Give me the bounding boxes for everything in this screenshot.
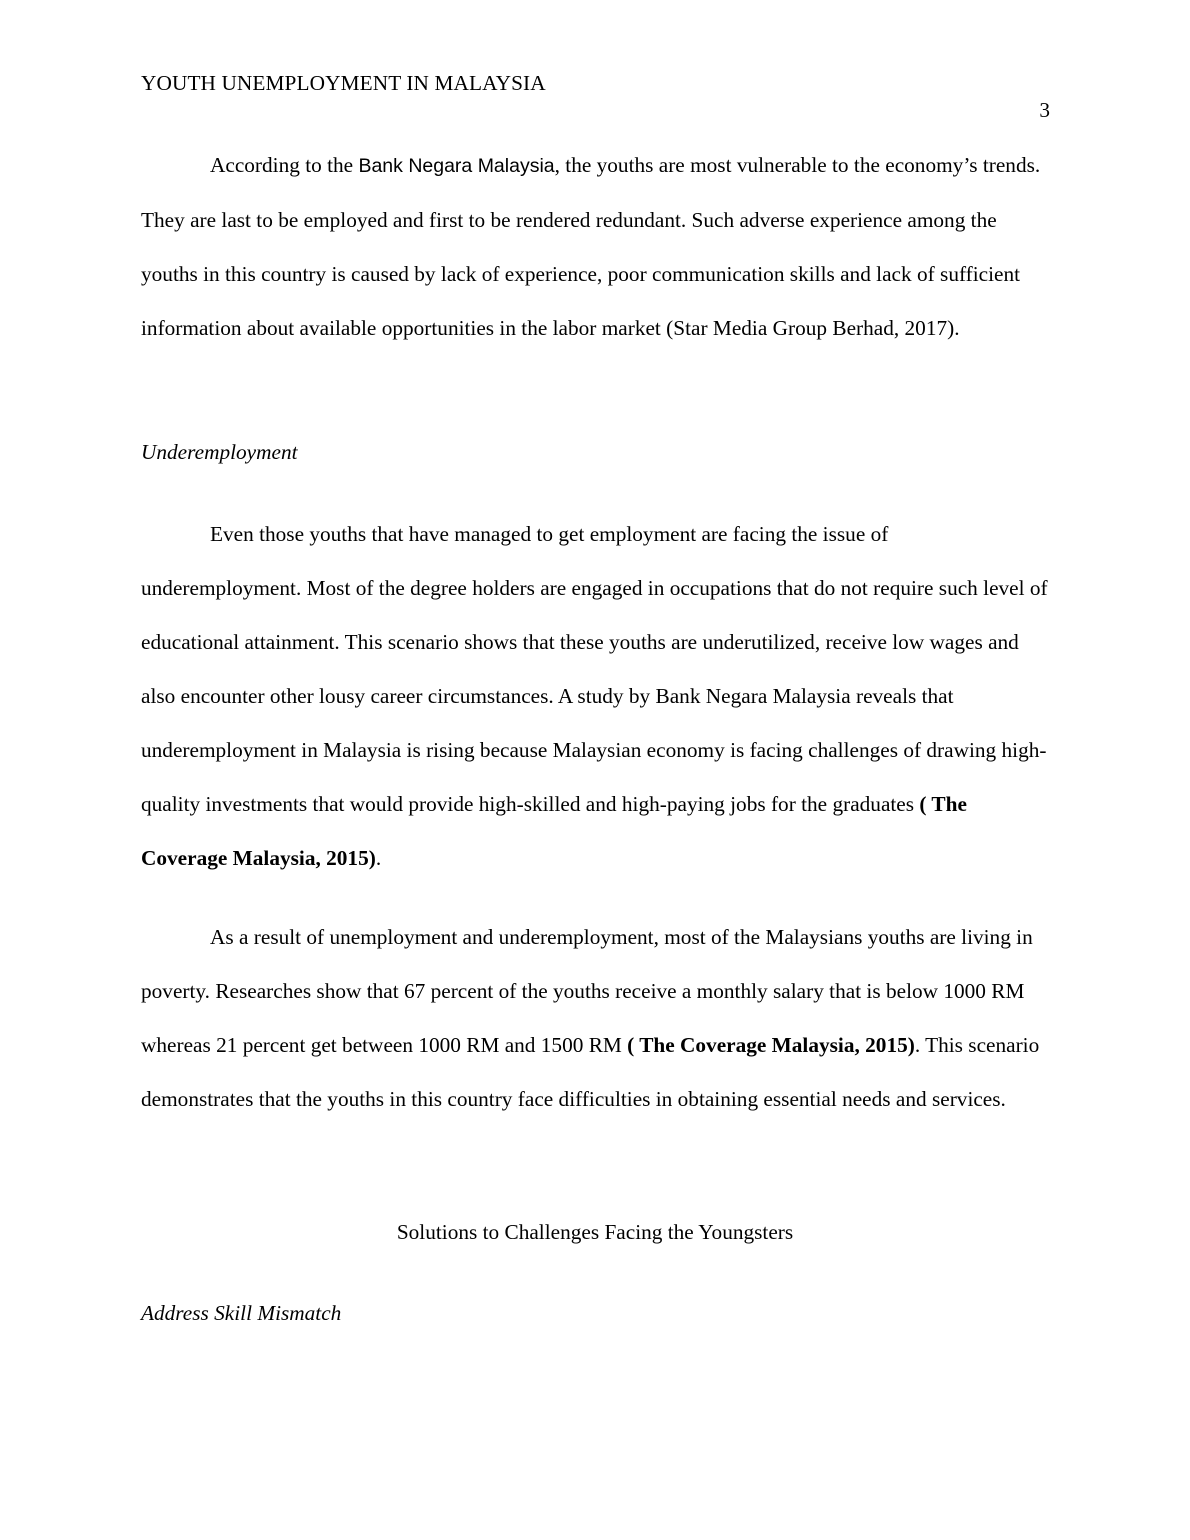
subheading-skill-mismatch: Address Skill Mismatch bbox=[141, 1301, 342, 1325]
paragraph-text: As a result of unemployment and underemployment, most of the Malaysians youths are living in poverty. Researches show that 67 percent of the youths receive a monthly salary that is below 1000 RM whereas 21 percent get between 1000 RM and 1500 RM bbox=[141, 925, 1033, 1057]
running-head: YOUTH UNEMPLOYMENT IN MALAYSIA bbox=[141, 71, 546, 95]
paragraph-poverty bbox=[141, 910, 1053, 1126]
paragraph-bank-negara bbox=[141, 138, 1053, 355]
paragraph-text: According to the bbox=[210, 153, 359, 177]
page-number: 3 bbox=[1039, 98, 1050, 122]
organization-name: Bank Negara Malaysia bbox=[358, 155, 555, 177]
paragraph-text: . bbox=[375, 846, 382, 870]
section-heading-solutions: Solutions to Challenges Facing the Youngsters bbox=[396, 1220, 794, 1244]
paragraph-text: . This scenario demonstrates that the youths in this country face difficulties in obtaining essential needs and services. bbox=[141, 1033, 1040, 1111]
paragraph-text: , the youths are most vulnerable to the economy’s trends. They are last to be employed and first to be rendered redundant. Such adverse experience among the youths in this country is caused by lack of experience, poor communication skills and lack of sufficient information about available opportunities in the labor market (Star Media Group Berhad, 2017). bbox=[141, 153, 1041, 340]
citation: ( The Coverage Malaysia, 2015) bbox=[141, 792, 967, 870]
paragraph-underemployment bbox=[141, 507, 1053, 885]
citation: ( The Coverage Malaysia, 2015) bbox=[627, 1033, 915, 1057]
paragraph-text: Even those youths that have managed to get employment are facing the issue of underemployment. Most of the degree holders are engaged in occupations that do not require such level of educational attainment. This scenario shows that these youths are underutilized, receive low wages and also encounter other lousy career circumstances. A study by Bank Negara Malaysia reveals that underemployment in Malaysia is rising because Malaysian economy is facing challenges of drawing high-quality investments that would provide high-skilled and high-paying jobs for the graduates bbox=[141, 522, 1048, 816]
subheading-underemployment: Underemployment bbox=[141, 440, 298, 464]
